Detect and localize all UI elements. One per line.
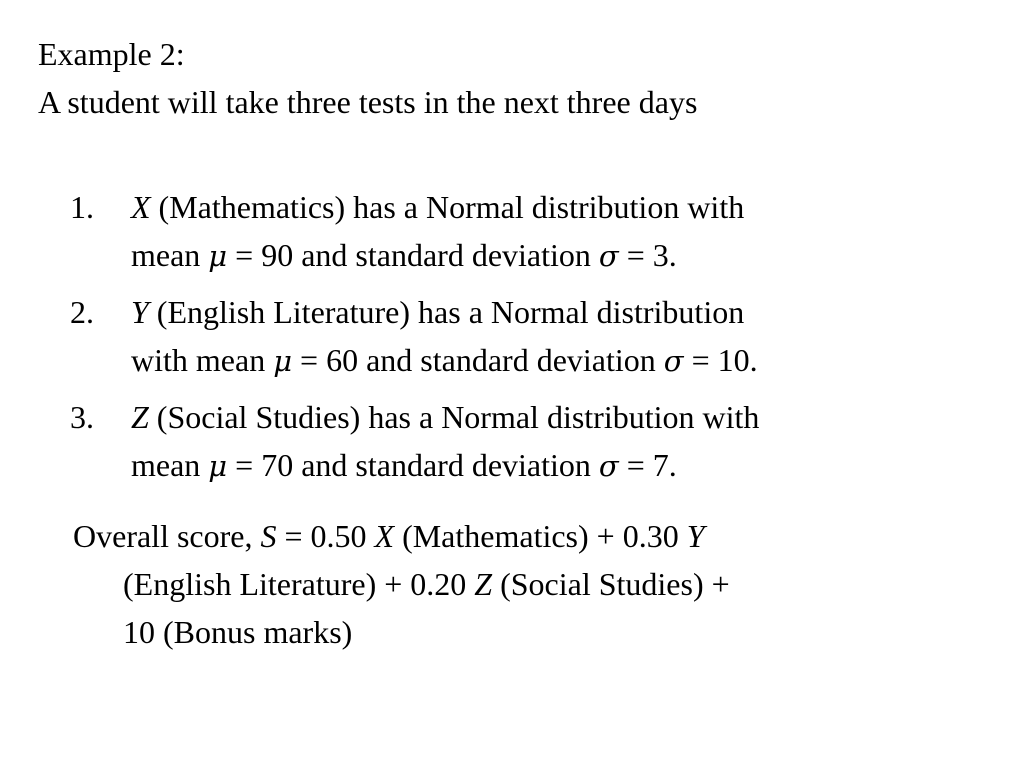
variable-x: X (374, 518, 395, 554)
list-item-text: = 90 and standard deviation (227, 237, 599, 273)
variable-z: Z (131, 399, 149, 435)
variable-s: S (260, 518, 277, 554)
list-item-number: 2. (70, 294, 94, 330)
list-item-text: = 7. (618, 447, 677, 483)
formula-text: Overall score, (73, 518, 261, 554)
mu-symbol: μ (273, 344, 293, 378)
list-item-line-2 (131, 336, 970, 385)
variable-z: Z (474, 566, 493, 602)
list-item-line-1 (131, 288, 970, 336)
sigma-symbol: σ (598, 239, 619, 273)
sigma-symbol: σ (598, 449, 619, 483)
list-item-number: 3. (70, 399, 94, 435)
list-item-line-1 (131, 393, 970, 441)
overall-score-formula (73, 512, 973, 656)
list-item (70, 183, 970, 280)
slide-heading (38, 30, 697, 126)
list-item-text: = 10. (683, 342, 758, 378)
list-item-text: = 70 and standard deviation (227, 447, 599, 483)
heading-subtitle: A student will take three tests in the next three days (38, 84, 698, 120)
list-item-text: mean (131, 237, 209, 273)
formula-text: = 0.50 (276, 518, 375, 554)
list-item-number: 1. (70, 189, 94, 225)
numbered-list (70, 183, 970, 498)
variable-y: Y (131, 294, 149, 330)
list-item-text: mean (131, 447, 209, 483)
list-item-text: (Social Studies) has a Normal distribution with (148, 399, 760, 435)
formula-text: (Mathematics) + 0.30 (394, 518, 687, 554)
list-item (70, 288, 970, 385)
variable-y: Y (686, 518, 705, 554)
list-item-line-1 (131, 183, 970, 231)
list-item-text: = 60 and standard deviation (292, 342, 664, 378)
list-item-text: = 3. (618, 237, 677, 273)
sigma-symbol: σ (663, 344, 684, 378)
formula-line-2 (73, 560, 973, 608)
heading-title: Example 2: (38, 36, 185, 72)
formula-text: (English Literature) + 0.20 (123, 566, 475, 602)
formula-text: (Social Studies) + (492, 566, 730, 602)
formula-line-3: 10 (Bonus marks) (123, 614, 353, 650)
list-item-text: (English Literature) has a Normal distribution (148, 294, 745, 330)
mu-symbol: μ (208, 449, 228, 483)
list-item-line-2 (131, 231, 970, 280)
variable-x: X (131, 189, 151, 225)
list-item-line-2 (131, 441, 970, 490)
formula-line-1 (73, 512, 973, 560)
list-item (70, 393, 970, 490)
list-item-text: with mean (131, 342, 274, 378)
list-item-text: (Mathematics) has a Normal distribution with (150, 189, 745, 225)
mu-symbol: μ (208, 239, 228, 273)
